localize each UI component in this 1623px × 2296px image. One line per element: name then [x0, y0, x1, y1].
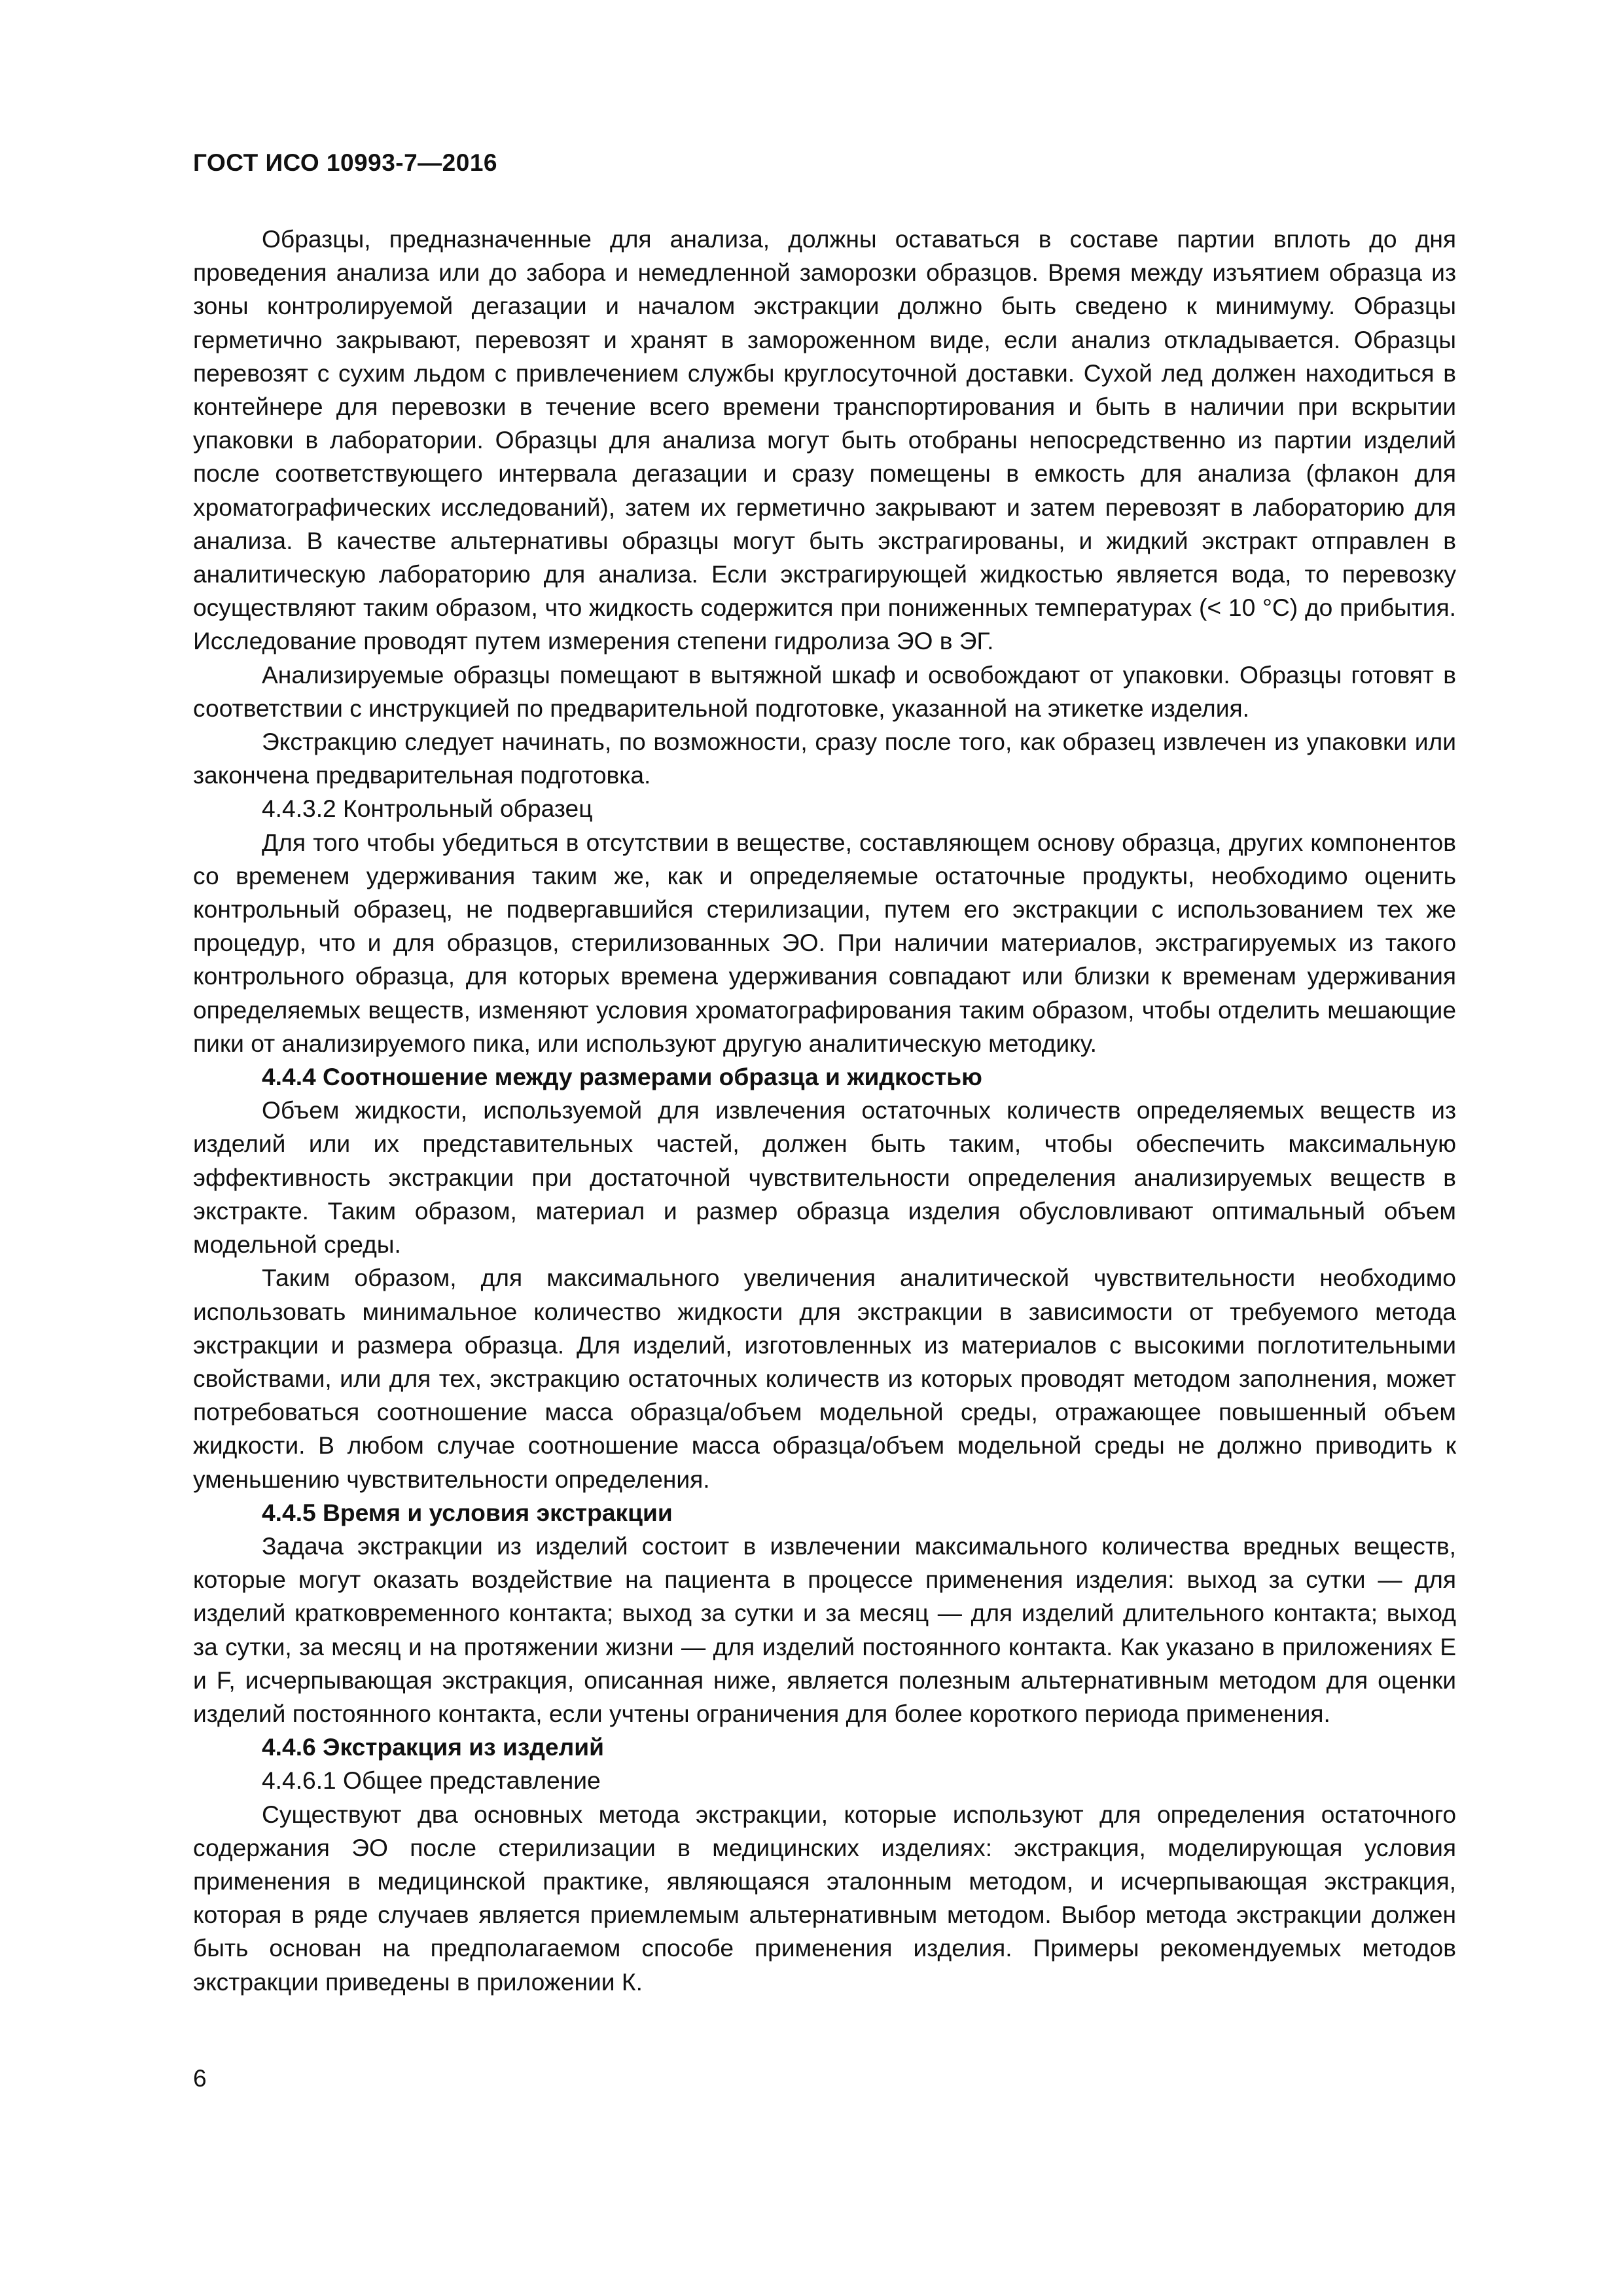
paragraph-sample-preparation: Анализируемые образцы помещают в вытяжной шкаф и освобождают от упаковки. Образцы готовят в соответствии с инструкцией по предварительной подготовке, указанной на этикетке изделия.	[193, 660, 1456, 722]
paragraph-extraction-methods: Существуют два основных метода экстракции, которые используют для определения остаточного содержания ЭО после стерилизации в медицинских изделиях: экстракция, моделирующая условия применения в медицинской практике, являющаяся эталонным методом, и исчерпывающая экстракция, которая в ряде случаев является приемлемым альтернативным методом. Выбор метода экстракции должен быть основан на предполагаемом способе применения изделия. Примеры рекомендуемых методов экстракции приведены в приложении К.	[193, 1800, 1456, 1996]
section-4-4-6-heading: 4.4.6 Экстракция из изделий	[262, 1733, 604, 1761]
document-code-header: ГОСТ ИСО 10993-7—2016	[193, 149, 497, 176]
paragraph-sample-storage: Образцы, предназначенные для анализа, должны оставаться в составе партии вплоть до дня проведения анализа или до забора и немедленной заморозки образцов. Время между изъятием образца из зоны контролируемой дегазации и началом экстракции должно быть сведено к минимуму. Образцы герметично закрывают, перевозят и хранят в замороженном виде, если анализ откладывается. Образцы перевозят с сухим льдом с привлечением службы круглосуточной доставки. Сухой лед должен находиться в контейнере для перевозки в течение всего времени транспортирования и быть в наличии при вскрытии упаковки в лаборатории. Образцы для анализа могут быть отобраны непосредственно из партии изделий после соответствующего интервала дегазации и сразу помещены в емкость для анализа (флакон для хроматографических исследований), затем их герметично закрывают и затем перевозят в лабораторию для анализа. В качестве альтернативы образцы могут быть экстрагированы, и жидкий экстракт отправлен в аналитическую лабораторию для анализа. Если экстрагирующей жидкостью является вода, то перевозку осуществляют таким образом, что жидкость содержится при пониженных температурах (< 10 °С) до прибытия. Исследование проводят путем измерения степени гидролиза ЭО в ЭГ.	[193, 225, 1456, 655]
subsection-4-4-3-2-title: 4.4.3.2 Контрольный образец	[262, 795, 593, 823]
section-4-4-5-heading: 4.4.5 Время и условия экстракции	[262, 1498, 673, 1526]
section-4-4-4-heading: 4.4.4 Соотношение между размерами образца и жидкостью	[262, 1063, 982, 1091]
document-body	[193, 223, 1456, 1999]
page-number: 6	[193, 2065, 207, 2092]
paragraph-control-sample: Для того чтобы убедиться в отсутствии в веществе, составляющем основу образца, других компонентов со временем удерживания таким же, как и определяемые остаточные продукты, необходимо оценить контрольный образец, не подвергавшийся стерилизации, путем его экстракции с использованием тех же процедур, что и для образцов, стерилизованных ЭО. При наличии материалов, экстрагируемых из такого контрольного образца, для которых времена удерживания совпадают или близки к временам удерживания определяемых веществ, изменяют условия хроматографирования таким образом, чтобы отделить мешающие пики от анализируемого пика, или используют другую аналитическую методику.	[193, 828, 1456, 1057]
paragraph-liquid-volume: Объем жидкости, используемой для извлечения остаточных количеств определяемых веществ из изделий или их представительных частей, должен быть таким, чтобы обеспечить максимальную эффективность экстракции при достаточной чувствительности определения анализируемых веществ в экстракте. Таким образом, материал и размер образца изделия обусловливают оптимальный объем модельной среды.	[193, 1096, 1456, 1259]
paragraph-extraction-task: Задача экстракции из изделий состоит в извлечении максимального количества вредных веществ, которые могут оказать воздействие на пациента в процессе применения изделия: выход за сутки — для изделий кратковременного контакта; выход за сутки и за месяц — для изделий длительного контакта; выход за сутки, за месяц и на протяжении жизни — для изделий постоянного контакта. Как указано в приложениях Е и F, исчерпывающая экстракция, описанная ниже, является полезным альтернативным методом для оценки изделий постоянного контакта, если учтены ограничения для более короткого периода применения.	[193, 1532, 1456, 1727]
paragraph-sensitivity: Таким образом, для максимального увеличения аналитической чувствительности необходимо использовать минимальное количество жидкости для экстракции в зависимости от требуемого метода экстракции и размера образца. Для изделий, изготовленных из материалов с высокими поглотительными свойствами, или для тех, экстракцию остаточных количеств из которых проводят методом заполнения, может потребоваться соотношение масса образца/объем модельной среды, отражающее повышенный объем жидкости. В любом случае соотношение масса образца/объем модельной среды не должно приводить к уменьшению чувствительности определения.	[193, 1264, 1456, 1493]
paragraph-extraction-start: Экстракцию следует начинать, по возможности, сразу после того, как образец извлечен из упаковки или закончена предварительная подготовка.	[193, 728, 1456, 789]
subsection-4-4-6-1-title: 4.4.6.1 Общее представление	[262, 1767, 601, 1795]
